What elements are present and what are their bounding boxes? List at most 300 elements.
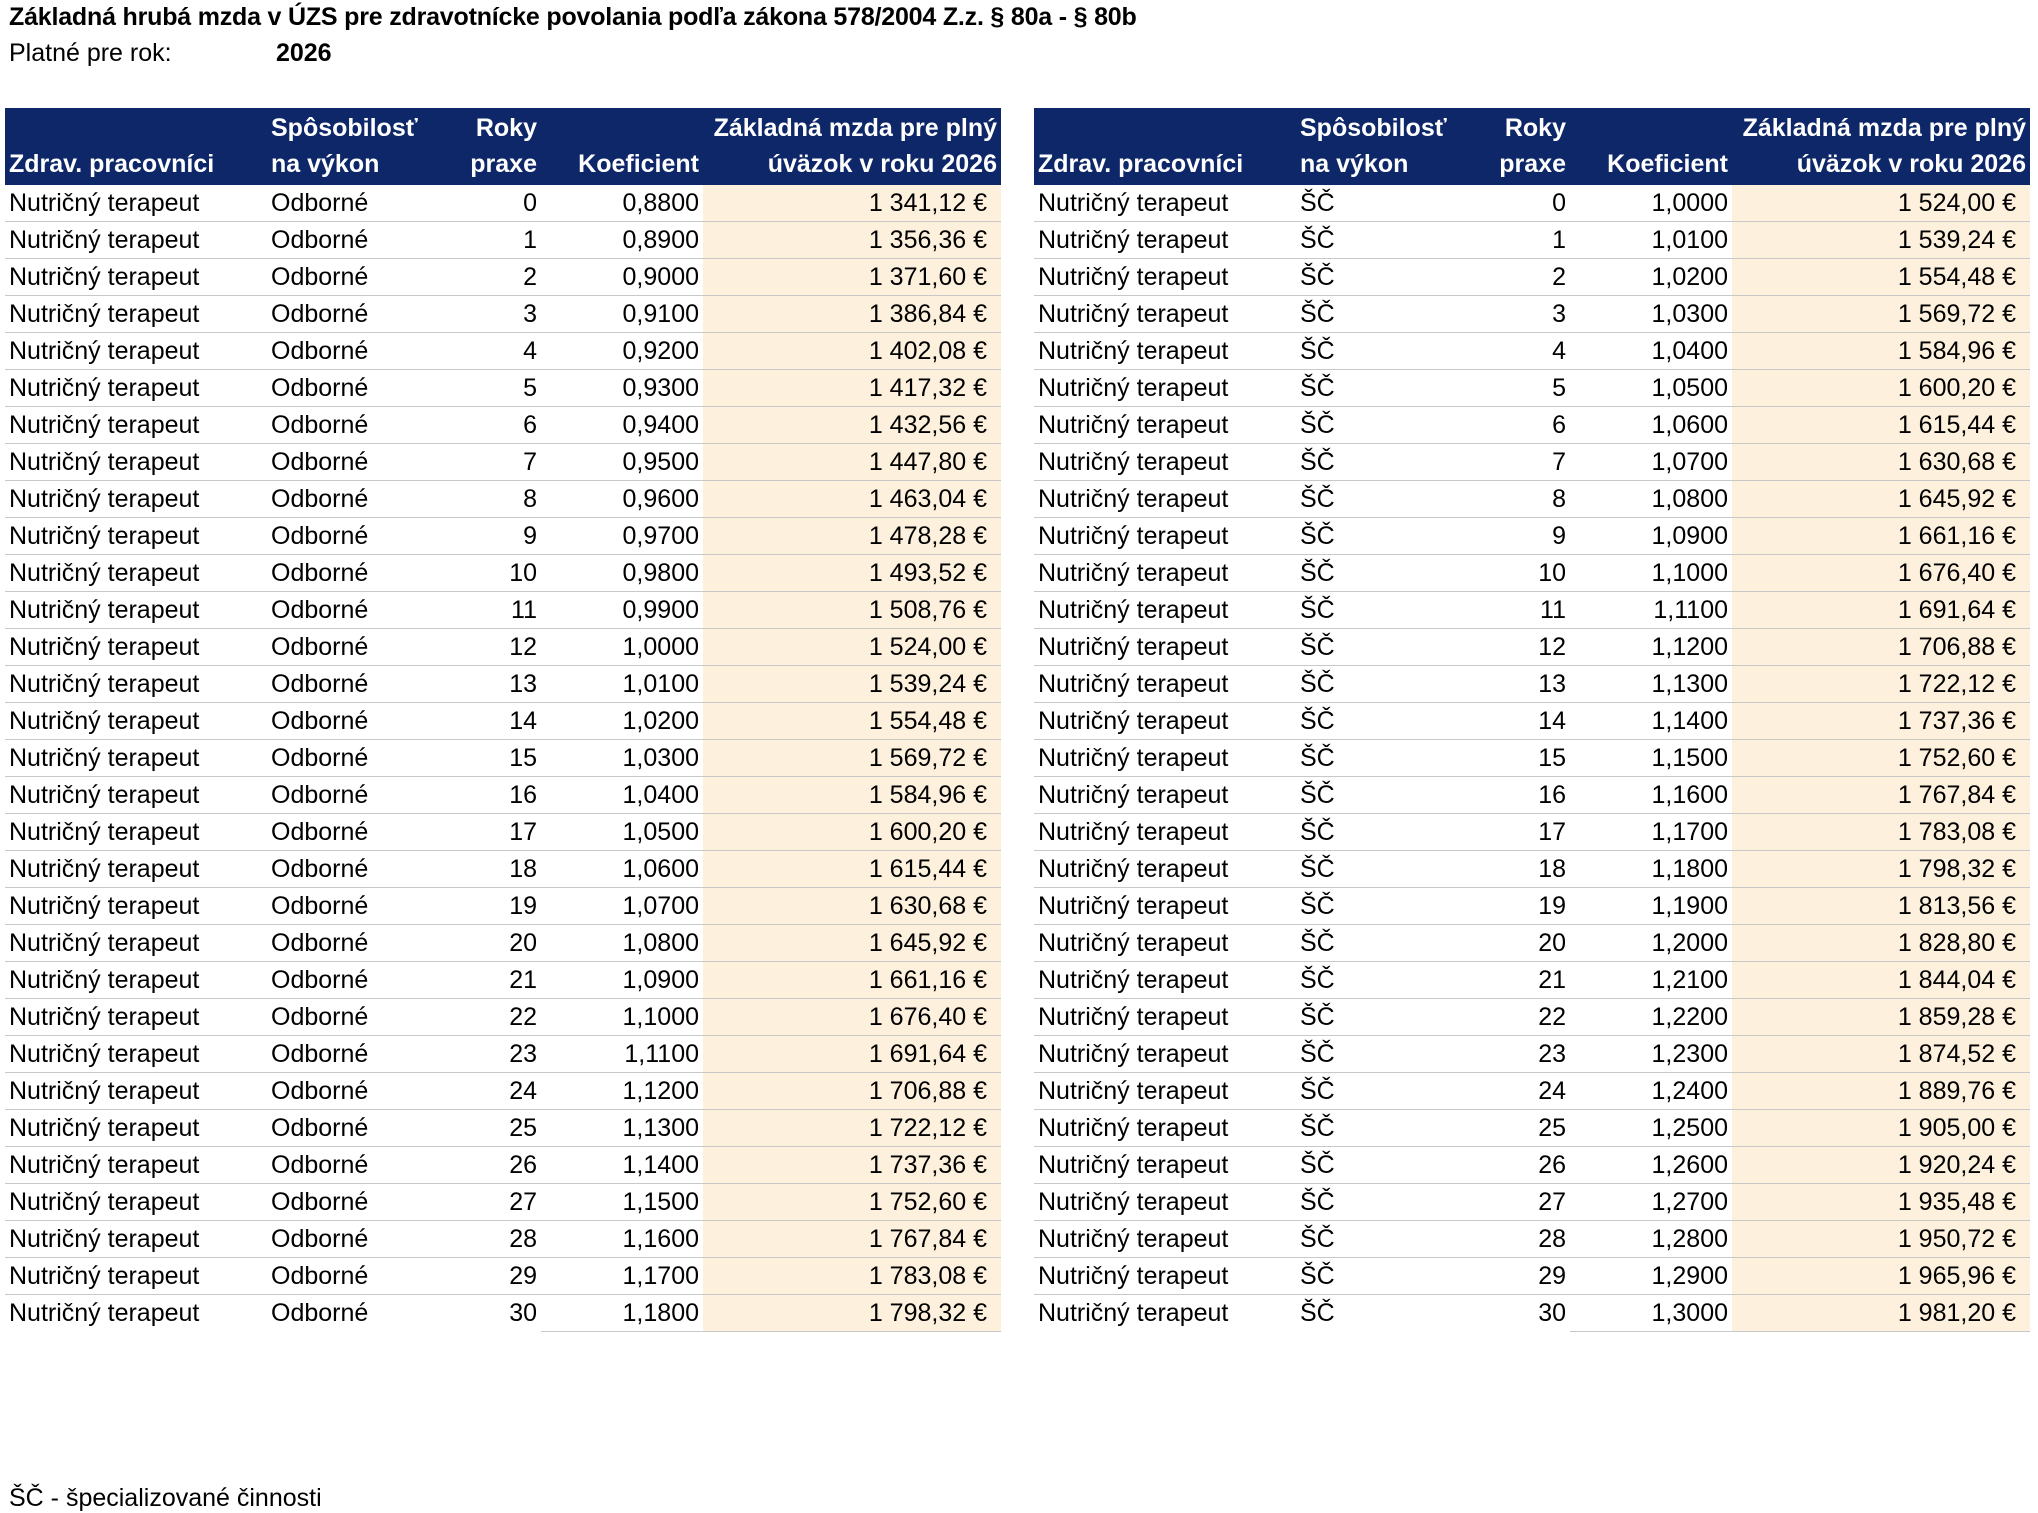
cell-salary: 1 554,48 € xyxy=(1732,259,2030,296)
cell-coefficient: 1,2900 xyxy=(1570,1258,1732,1295)
cell-worker: Nutričný terapeut xyxy=(5,962,267,999)
cell-competence: Odborné xyxy=(267,296,455,333)
cell-years: 22 xyxy=(455,999,541,1036)
cell-years: 16 xyxy=(1484,777,1570,814)
cell-salary: 1 630,68 € xyxy=(703,888,1001,925)
cell-competence: Odborné xyxy=(267,259,455,296)
cell-competence: ŠČ xyxy=(1296,1110,1484,1147)
cell-coefficient: 1,1300 xyxy=(541,1110,703,1147)
table-row xyxy=(5,222,1001,259)
cell-salary: 1 844,04 € xyxy=(1732,962,2030,999)
column-header-competence: Spôsobilosť na výkon xyxy=(1296,108,1484,185)
table-row xyxy=(5,925,1001,962)
cell-salary: 1 341,12 € xyxy=(703,185,1001,222)
cell-competence: Odborné xyxy=(267,481,455,518)
cell-years: 28 xyxy=(455,1221,541,1258)
cell-coefficient: 1,2100 xyxy=(1570,962,1732,999)
table-row xyxy=(5,1184,1001,1221)
table-row xyxy=(1034,259,2030,296)
table-row xyxy=(1034,1221,2030,1258)
cell-competence: ŠČ xyxy=(1296,592,1484,629)
cell-worker: Nutričný terapeut xyxy=(1034,925,1296,962)
column-header-salary: Základná mzda pre plný úväzok v roku 2026 xyxy=(703,108,1001,185)
column-header-coefficient: Koeficient xyxy=(1570,108,1732,185)
cell-coefficient: 1,1600 xyxy=(1570,777,1732,814)
cell-competence: ŠČ xyxy=(1296,888,1484,925)
cell-salary: 1 432,56 € xyxy=(703,407,1001,444)
cell-years: 7 xyxy=(1484,444,1570,481)
cell-competence: Odborné xyxy=(267,555,455,592)
cell-worker: Nutričný terapeut xyxy=(1034,407,1296,444)
cell-competence: ŠČ xyxy=(1296,925,1484,962)
cell-years: 19 xyxy=(455,888,541,925)
cell-competence: ŠČ xyxy=(1296,1147,1484,1184)
cell-years: 12 xyxy=(455,629,541,666)
table-row xyxy=(5,370,1001,407)
cell-years: 14 xyxy=(1484,703,1570,740)
table-body xyxy=(5,185,1001,1332)
cell-competence: Odborné xyxy=(267,851,455,888)
cell-worker: Nutričný terapeut xyxy=(1034,740,1296,777)
cell-coefficient: 1,1700 xyxy=(1570,814,1732,851)
cell-years: 25 xyxy=(1484,1110,1570,1147)
table-row xyxy=(1034,1036,2030,1073)
cell-competence: ŠČ xyxy=(1296,629,1484,666)
cell-coefficient: 1,0800 xyxy=(1570,481,1732,518)
cell-competence: Odborné xyxy=(267,1147,455,1184)
table-row xyxy=(5,1073,1001,1110)
cell-competence: ŠČ xyxy=(1296,518,1484,555)
cell-competence: ŠČ xyxy=(1296,222,1484,259)
cell-years: 17 xyxy=(455,814,541,851)
cell-competence: ŠČ xyxy=(1296,1184,1484,1221)
cell-years: 5 xyxy=(455,370,541,407)
cell-coefficient: 1,0600 xyxy=(541,851,703,888)
cell-salary: 1 767,84 € xyxy=(1732,777,2030,814)
table-row xyxy=(5,777,1001,814)
cell-salary: 1 569,72 € xyxy=(1732,296,2030,333)
cell-years: 17 xyxy=(1484,814,1570,851)
cell-worker: Nutričný terapeut xyxy=(1034,666,1296,703)
cell-competence: Odborné xyxy=(267,1110,455,1147)
table-row xyxy=(1034,851,2030,888)
table-row xyxy=(1034,407,2030,444)
table-row xyxy=(5,962,1001,999)
cell-worker: Nutričný terapeut xyxy=(5,1221,267,1258)
cell-salary: 1 508,76 € xyxy=(703,592,1001,629)
cell-competence: Odborné xyxy=(267,777,455,814)
footnote: ŠČ - špecializované činnosti xyxy=(9,1484,322,1512)
table-row xyxy=(1034,740,2030,777)
column-header-years: Roky praxe xyxy=(455,108,541,185)
cell-coefficient: 1,2700 xyxy=(1570,1184,1732,1221)
cell-coefficient: 1,0900 xyxy=(1570,518,1732,555)
cell-worker: Nutričný terapeut xyxy=(9,1299,200,1328)
cell-worker: Nutričný terapeut xyxy=(1034,1036,1296,1073)
cell-years: 18 xyxy=(1484,851,1570,888)
cell-worker: Nutričný terapeut xyxy=(1038,1299,1229,1328)
column-header-worker: Zdrav. pracovníci xyxy=(1034,108,1296,185)
cell-salary: 1 798,32 € xyxy=(703,1295,1001,1332)
cell-coefficient: 1,0500 xyxy=(541,814,703,851)
cell-salary: 1 645,92 € xyxy=(703,925,1001,962)
cell-salary: 1 615,44 € xyxy=(703,851,1001,888)
cell-years: 16 xyxy=(455,777,541,814)
table-row xyxy=(1034,1258,2030,1295)
cell-salary: 1 706,88 € xyxy=(703,1073,1001,1110)
cell-coefficient: 0,9200 xyxy=(541,333,703,370)
cell-worker: Nutričný terapeut xyxy=(1034,777,1296,814)
cell-coefficient: 1,1100 xyxy=(1570,592,1732,629)
cell-worker: Nutričný terapeut xyxy=(1034,703,1296,740)
cell-years: 4 xyxy=(1484,333,1570,370)
cell-salary: 1 478,28 € xyxy=(703,518,1001,555)
cell-competence: Odborné xyxy=(267,407,455,444)
cell-years: 4 xyxy=(455,333,541,370)
cell-years: 20 xyxy=(1484,925,1570,962)
table-row xyxy=(1034,1073,2030,1110)
cell-salary: 1 493,52 € xyxy=(703,555,1001,592)
cell-coefficient: 1,1400 xyxy=(1570,703,1732,740)
cell-competence: ŠČ xyxy=(1296,444,1484,481)
cell-years: 21 xyxy=(1484,962,1570,999)
cell-worker: Nutričný terapeut xyxy=(5,592,267,629)
cell-competence: Odborné xyxy=(267,925,455,962)
cell-competence: Odborné xyxy=(267,370,455,407)
cell-years: 11 xyxy=(455,592,541,629)
cell-salary: 1 386,84 € xyxy=(703,296,1001,333)
cell-coefficient: 1,1800 xyxy=(1570,851,1732,888)
cell-coefficient: 0,9400 xyxy=(541,407,703,444)
cell-competence: ŠČ xyxy=(1296,555,1484,592)
table-row xyxy=(5,666,1001,703)
cell-worker: Nutričný terapeut xyxy=(5,407,267,444)
cell-worker: Nutričný terapeut xyxy=(1034,1073,1296,1110)
cell-competence: Odborné xyxy=(267,333,455,370)
cell-years: 25 xyxy=(455,1110,541,1147)
cell-years: 9 xyxy=(1484,518,1570,555)
cell-worker: Nutričný terapeut xyxy=(5,259,267,296)
cell-salary: 1 584,96 € xyxy=(703,777,1001,814)
cell-worker: Nutričný terapeut xyxy=(1034,592,1296,629)
table-row xyxy=(1034,925,2030,962)
cell-worker: Nutričný terapeut xyxy=(5,629,267,666)
cell-years: 29 xyxy=(1484,1258,1570,1295)
cell-years: 18 xyxy=(455,851,541,888)
valid-for-label: Platné pre rok: xyxy=(9,39,172,67)
table-row xyxy=(1034,703,2030,740)
cell-years: 26 xyxy=(455,1147,541,1184)
cell-years: 28 xyxy=(1484,1221,1570,1258)
cell-coefficient: 1,0100 xyxy=(1570,222,1732,259)
cell-coefficient: 1,2600 xyxy=(1570,1147,1732,1184)
cell-years: 30 xyxy=(1538,1299,1566,1328)
cell-coefficient: 1,1500 xyxy=(1570,740,1732,777)
cell-salary: 1 371,60 € xyxy=(703,259,1001,296)
cell-competence: ŠČ xyxy=(1296,296,1484,333)
cell-worker: Nutričný terapeut xyxy=(1034,1184,1296,1221)
cell-competence: ŠČ xyxy=(1300,1299,1335,1328)
table-row xyxy=(1034,444,2030,481)
cell-years: 0 xyxy=(455,185,541,222)
cell-coefficient: 0,9500 xyxy=(541,444,703,481)
cell-salary: 1 600,20 € xyxy=(703,814,1001,851)
table-row xyxy=(5,481,1001,518)
cell-competence: Odborné xyxy=(267,740,455,777)
cell-worker: Nutričný terapeut xyxy=(5,1110,267,1147)
cell-coefficient: 0,9800 xyxy=(541,555,703,592)
cell-years: 22 xyxy=(1484,999,1570,1036)
cell-salary: 1 859,28 € xyxy=(1732,999,2030,1036)
cell-coefficient: 0,9100 xyxy=(541,296,703,333)
cell-coefficient: 1,1400 xyxy=(541,1147,703,1184)
cell-salary: 1 950,72 € xyxy=(1732,1221,2030,1258)
table-row xyxy=(1034,370,2030,407)
cell-worker: Nutričný terapeut xyxy=(5,555,267,592)
table-row xyxy=(1034,1184,2030,1221)
cell-years: 24 xyxy=(1484,1073,1570,1110)
cell-salary: 1 722,12 € xyxy=(703,1110,1001,1147)
table-header-row xyxy=(5,108,1001,185)
cell-competence: ŠČ xyxy=(1296,666,1484,703)
cell-competence: ŠČ xyxy=(1296,1258,1484,1295)
cell-competence: ŠČ xyxy=(1296,370,1484,407)
cell-salary: 1 539,24 € xyxy=(1732,222,2030,259)
cell-worker: Nutričný terapeut xyxy=(1034,814,1296,851)
cell-years: 8 xyxy=(1484,481,1570,518)
cell-coefficient: 1,0000 xyxy=(541,629,703,666)
cell-years: 3 xyxy=(1484,296,1570,333)
cell-coefficient: 1,0800 xyxy=(541,925,703,962)
page-title: Základná hrubá mzda v ÚZS pre zdravotnícke povolania podľa zákona 578/2004 Z.z. § 80a - § 80b xyxy=(9,3,1137,31)
cell-salary: 1 935,48 € xyxy=(1732,1184,2030,1221)
cell-years: 0 xyxy=(1484,185,1570,222)
cell-coefficient: 1,1100 xyxy=(541,1036,703,1073)
cell-years: 3 xyxy=(455,296,541,333)
cell-competence: ŠČ xyxy=(1296,333,1484,370)
cell-competence: Odborné xyxy=(267,592,455,629)
cell-coefficient: 0,9000 xyxy=(541,259,703,296)
table-row xyxy=(1034,592,2030,629)
cell-worker: Nutričný terapeut xyxy=(5,481,267,518)
table-row xyxy=(5,259,1001,296)
cell-salary: 1 676,40 € xyxy=(1732,555,2030,592)
cell-competence: Odborné xyxy=(267,1073,455,1110)
cell-competence: Odborné xyxy=(267,703,455,740)
cell-worker: Nutričný terapeut xyxy=(5,851,267,888)
cell-coefficient: 1,1800 xyxy=(541,1295,703,1332)
cell-competence: ŠČ xyxy=(1296,481,1484,518)
column-header-worker: Zdrav. pracovníci xyxy=(5,108,267,185)
cell-coefficient: 1,0700 xyxy=(541,888,703,925)
cell-worker: Nutričný terapeut xyxy=(1034,999,1296,1036)
cell-coefficient: 0,9600 xyxy=(541,481,703,518)
cell-competence: Odborné xyxy=(267,814,455,851)
cell-years: 13 xyxy=(1484,666,1570,703)
cell-competence: Odborné xyxy=(267,444,455,481)
cell-salary: 1 356,36 € xyxy=(703,222,1001,259)
cell-coefficient: 1,1700 xyxy=(541,1258,703,1295)
cell-salary: 1 661,16 € xyxy=(703,962,1001,999)
table-row xyxy=(5,1221,1001,1258)
cell-years: 21 xyxy=(455,962,541,999)
cell-competence: ŠČ xyxy=(1296,814,1484,851)
table-row xyxy=(5,518,1001,555)
column-header-competence: Spôsobilosť na výkon xyxy=(267,108,455,185)
cell-worker: Nutričný terapeut xyxy=(5,999,267,1036)
table-row xyxy=(5,1295,1001,1332)
cell-coefficient: 1,1000 xyxy=(541,999,703,1036)
cell-worker: Nutričný terapeut xyxy=(1034,222,1296,259)
cell-years: 10 xyxy=(1484,555,1570,592)
cell-worker: Nutričný terapeut xyxy=(1034,333,1296,370)
cell-salary: 1 630,68 € xyxy=(1732,444,2030,481)
cell-worker: Nutričný terapeut xyxy=(5,888,267,925)
cell-years: 20 xyxy=(455,925,541,962)
cell-worker: Nutričný terapeut xyxy=(5,1258,267,1295)
table-header-row xyxy=(1034,108,2030,185)
cell-worker: Nutričný terapeut xyxy=(1034,370,1296,407)
cell-coefficient: 1,2500 xyxy=(1570,1110,1732,1147)
cell-worker: Nutričný terapeut xyxy=(5,814,267,851)
cell-years: 5 xyxy=(1484,370,1570,407)
cell-salary: 1 828,80 € xyxy=(1732,925,2030,962)
table-row xyxy=(1034,185,2030,222)
cell-years: 6 xyxy=(1484,407,1570,444)
cell-competence: ŠČ xyxy=(1296,407,1484,444)
cell-competence: ŠČ xyxy=(1296,999,1484,1036)
cell-worker: Nutričný terapeut xyxy=(5,444,267,481)
cell-coefficient: 1,1500 xyxy=(541,1184,703,1221)
cell-years: 1 xyxy=(455,222,541,259)
cell-salary: 1 600,20 € xyxy=(1732,370,2030,407)
cell-competence: ŠČ xyxy=(1296,185,1484,222)
cell-competence: ŠČ xyxy=(1296,703,1484,740)
cell-coefficient: 1,3000 xyxy=(1570,1295,1732,1332)
table-row xyxy=(1034,999,2030,1036)
cell-years: 15 xyxy=(455,740,541,777)
table-row xyxy=(5,1036,1001,1073)
cell-salary: 1 905,00 € xyxy=(1732,1110,2030,1147)
table-row xyxy=(5,629,1001,666)
cell-salary: 1 783,08 € xyxy=(1732,814,2030,851)
cell-competence: Odborné xyxy=(267,518,455,555)
cell-years: 26 xyxy=(1484,1147,1570,1184)
table-row xyxy=(1034,1147,2030,1184)
table-row xyxy=(5,296,1001,333)
cell-years: 13 xyxy=(455,666,541,703)
cell-years: 10 xyxy=(455,555,541,592)
salary-table-professional xyxy=(5,108,1001,1332)
table-row xyxy=(5,888,1001,925)
table-row xyxy=(1034,1295,2030,1332)
cell-competence: Odborné xyxy=(267,888,455,925)
cell-years: 9 xyxy=(455,518,541,555)
table-row xyxy=(5,814,1001,851)
table-row xyxy=(1034,629,2030,666)
table-row xyxy=(1034,333,2030,370)
cell-years: 7 xyxy=(455,444,541,481)
cell-competence: ŠČ xyxy=(1296,1036,1484,1073)
cell-salary: 1 783,08 € xyxy=(703,1258,1001,1295)
cell-salary: 1 645,92 € xyxy=(1732,481,2030,518)
cell-salary: 1 402,08 € xyxy=(703,333,1001,370)
cell-coefficient: 1,1200 xyxy=(1570,629,1732,666)
cell-salary: 1 417,32 € xyxy=(703,370,1001,407)
cell-competence: Odborné xyxy=(267,1036,455,1073)
cell-coefficient: 1,0400 xyxy=(541,777,703,814)
salary-table-specialized xyxy=(1034,108,2030,1332)
table-row xyxy=(1034,666,2030,703)
cell-worker: Nutričný terapeut xyxy=(1034,888,1296,925)
cell-salary: 1 874,52 € xyxy=(1732,1036,2030,1073)
cell-years: 24 xyxy=(455,1073,541,1110)
cell-worker: Nutričný terapeut xyxy=(1034,481,1296,518)
table-row xyxy=(5,740,1001,777)
cell-coefficient: 1,2800 xyxy=(1570,1221,1732,1258)
cell-competence: ŠČ xyxy=(1296,851,1484,888)
cell-salary: 1 691,64 € xyxy=(703,1036,1001,1073)
cell-worker: Nutričný terapeut xyxy=(5,777,267,814)
cell-years: 23 xyxy=(455,1036,541,1073)
cell-years: 6 xyxy=(455,407,541,444)
table-row xyxy=(5,851,1001,888)
cell-competence: Odborné xyxy=(267,999,455,1036)
cell-worker: Nutričný terapeut xyxy=(1034,444,1296,481)
cell-years: 23 xyxy=(1484,1036,1570,1073)
table-row xyxy=(5,1110,1001,1147)
cell-worker: Nutričný terapeut xyxy=(5,222,267,259)
cell-competence: Odborné xyxy=(271,1299,369,1328)
cell-salary: 1 463,04 € xyxy=(703,481,1001,518)
cell-worker: Nutričný terapeut xyxy=(1034,629,1296,666)
cell-worker: Nutričný terapeut xyxy=(1034,555,1296,592)
table-row xyxy=(5,444,1001,481)
cell-worker: Nutričný terapeut xyxy=(1034,1258,1296,1295)
table-row xyxy=(5,333,1001,370)
cell-worker: Nutričný terapeut xyxy=(5,370,267,407)
cell-salary: 1 554,48 € xyxy=(703,703,1001,740)
table-row xyxy=(5,1258,1001,1295)
cell-coefficient: 1,2400 xyxy=(1570,1073,1732,1110)
cell-coefficient: 0,8900 xyxy=(541,222,703,259)
cell-competence: Odborné xyxy=(267,1221,455,1258)
column-header-salary: Základná mzda pre plný úväzok v roku 2026 xyxy=(1732,108,2030,185)
cell-worker: Nutričný terapeut xyxy=(1034,518,1296,555)
cell-coefficient: 1,0100 xyxy=(541,666,703,703)
table-row xyxy=(1034,518,2030,555)
cell-years: 1 xyxy=(1484,222,1570,259)
cell-coefficient: 1,0900 xyxy=(541,962,703,999)
column-header-coefficient: Koeficient xyxy=(541,108,703,185)
cell-years: 12 xyxy=(1484,629,1570,666)
cell-salary: 1 524,00 € xyxy=(1732,185,2030,222)
valid-for-row xyxy=(9,39,332,68)
cell-coefficient: 1,2300 xyxy=(1570,1036,1732,1073)
table-row xyxy=(5,407,1001,444)
cell-coefficient: 1,0200 xyxy=(1570,259,1732,296)
cell-coefficient: 1,1600 xyxy=(541,1221,703,1258)
cell-coefficient: 1,2200 xyxy=(1570,999,1732,1036)
cell-competence: ŠČ xyxy=(1296,962,1484,999)
table-row xyxy=(5,1147,1001,1184)
table-row xyxy=(1034,962,2030,999)
cell-worker: Nutričný terapeut xyxy=(5,703,267,740)
cell-salary: 1 737,36 € xyxy=(1732,703,2030,740)
cell-coefficient: 0,9700 xyxy=(541,518,703,555)
cell-competence: Odborné xyxy=(267,666,455,703)
valid-for-year: 2026 xyxy=(275,39,332,67)
